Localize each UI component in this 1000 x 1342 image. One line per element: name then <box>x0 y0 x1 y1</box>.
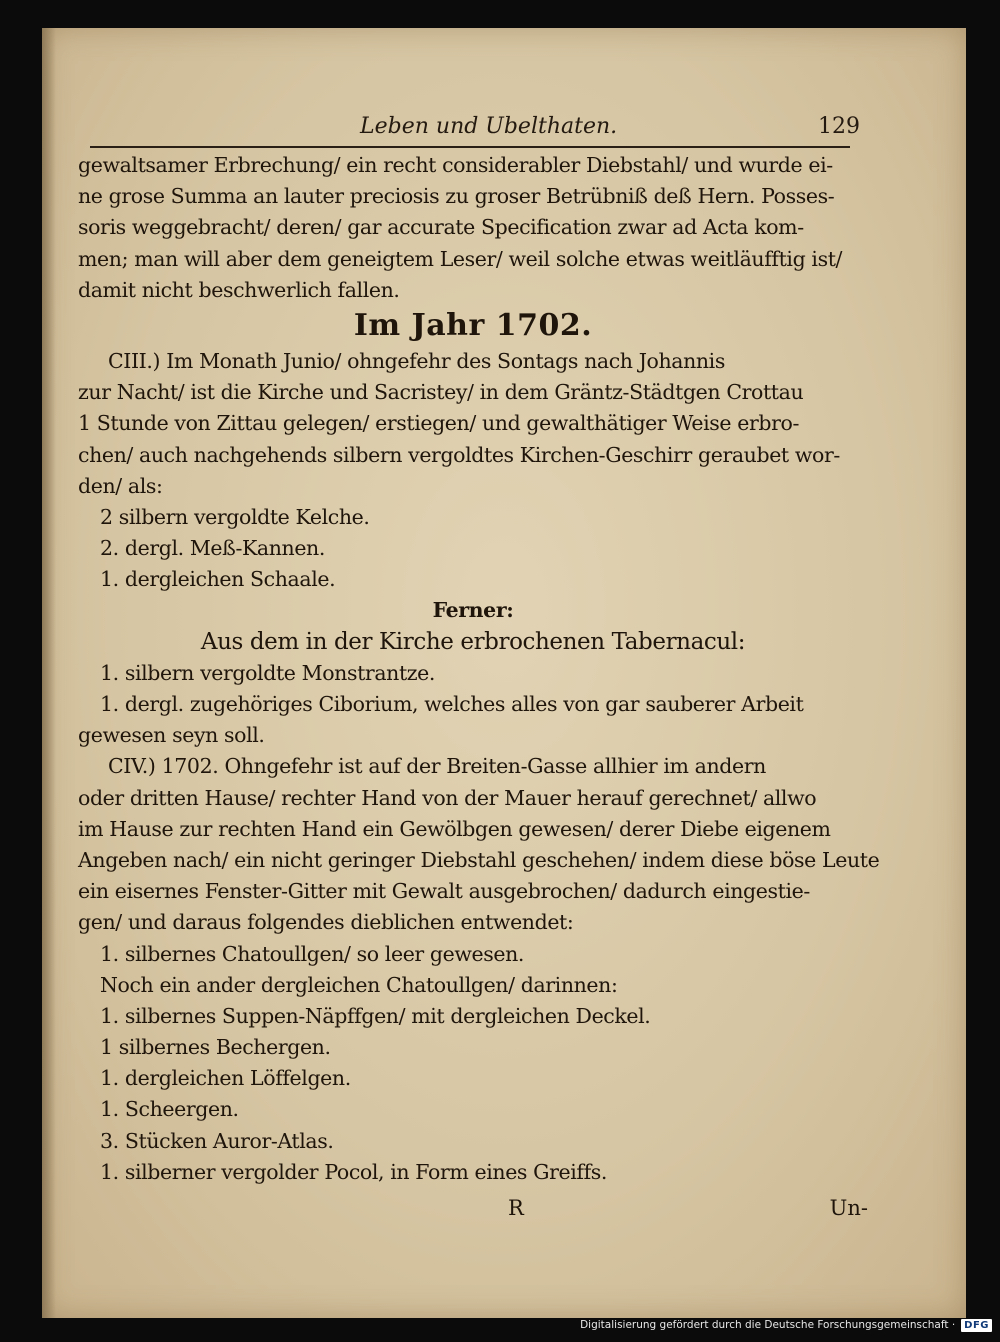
text-line: 2. dergl. Meß-Kannen. <box>100 536 325 561</box>
text-line: 1. silbernes Chatoullgen/ so leer gewesen. <box>100 941 525 966</box>
text-line: Ferner: <box>432 598 514 623</box>
text-line: 1 Stunde von Zittau gelegen/ erstiegen/ und gewalthätiger Weise erbro- <box>78 411 799 436</box>
text-line: ein eisernes Fenster-Gitter mit Gewalt ausgebrochen/ dadurch eingestie- <box>78 879 810 904</box>
text-line: 1. Scheergen. <box>100 1097 239 1122</box>
text-line: damit nicht beschwerlich fallen. <box>78 277 400 302</box>
text-line: men; man will aber dem geneigtem Leser/ weil solche etwas weitläufftig ist/ <box>78 246 843 271</box>
book-page <box>42 28 966 1318</box>
page-edge-shadow <box>42 28 56 1318</box>
text-line: 1. dergl. zugehöriges Ciborium, welches alles von gar sauberer Arbeit <box>100 692 804 716</box>
text-line: oder dritten Hause/ rechter Hand von der Mauer herauf gerechnet/ allwo <box>78 785 817 810</box>
text-line: 1. silbernes Suppen-Näpffgen/ mit dergleichen Deckel. <box>100 1003 651 1028</box>
catchword: Un- <box>829 1196 868 1220</box>
text-line: 1. silbern vergoldte Monstrantze. <box>100 660 436 685</box>
running-title: Leben und Ubelthaten. <box>360 114 618 139</box>
text-line: gen/ und daraus folgendes dieblichen entwendet: <box>78 910 574 935</box>
text-line: 1 silbernes Bechergen. <box>100 1035 331 1060</box>
text-line: ne grose Summa an lauter preciosis zu groser Betrübniß deß Hern. Posses- <box>78 184 835 209</box>
funding-credit <box>580 1314 992 1336</box>
text-line: zur Nacht/ ist die Kirche und Sacristey/ in dem Gräntz-Städtgen Crottau <box>78 380 804 405</box>
text-line: Aus dem in der Kirche erbrochenen Tabernacul: <box>200 628 746 655</box>
dfg-logo: DFG <box>961 1319 992 1332</box>
text-line: chen/ auch nachgehends silbern vergoldtes Kirchen-Geschirr geraubet wor- <box>78 442 840 467</box>
text-line: im Hause zur rechten Hand ein Gewölbgen gewesen/ derer Diebe eigenem <box>78 816 831 841</box>
text-line: Noch ein ander dergleichen Chatoullgen/ darinnen: <box>100 972 618 997</box>
text-line: 1. dergleichen Schaale. <box>100 567 336 592</box>
text-line: Im Jahr 1702. <box>353 307 593 343</box>
text-line: 1. dergleichen Löffelgen. <box>100 1066 351 1091</box>
running-header <box>90 108 860 148</box>
body-text <box>78 150 880 1188</box>
text-line: 1. silberner vergolder Pocol, in Form eines Greiffs. <box>100 1159 608 1184</box>
page-number: 129 <box>818 114 860 139</box>
text-line: CIV.) 1702. Ohngefehr ist auf der Breiten-Gasse allhier im andern <box>108 754 766 779</box>
text-line: den/ als: <box>78 473 163 498</box>
text-line: Angeben nach/ ein nicht geringer Diebstahl geschehen/ indem diese böse Leute <box>78 847 880 872</box>
text-line: 2 silbern vergoldte Kelche. <box>100 504 370 529</box>
header-rule <box>90 146 850 148</box>
text-line: CIII.) Im Monath Junio/ ohngefehr des Sontags nach Johannis <box>108 348 725 373</box>
funding-text: Digitalisierung gefördert durch die Deutsche Forschungsgemeinschaft · <box>580 1319 956 1331</box>
text-line: gewaltsamer Erbrechung/ ein recht considerabler Diebstahl/ und wurde ei- <box>78 153 833 177</box>
text-line: soris weggebracht/ deren/ gar accurate Specification zwar ad Acta kom- <box>78 215 804 240</box>
page-footer <box>78 1196 868 1226</box>
text-line: gewesen seyn soll. <box>78 723 265 748</box>
signature-mark: R <box>508 1196 524 1220</box>
text-line: 3. Stücken Auror-Atlas. <box>100 1128 334 1153</box>
